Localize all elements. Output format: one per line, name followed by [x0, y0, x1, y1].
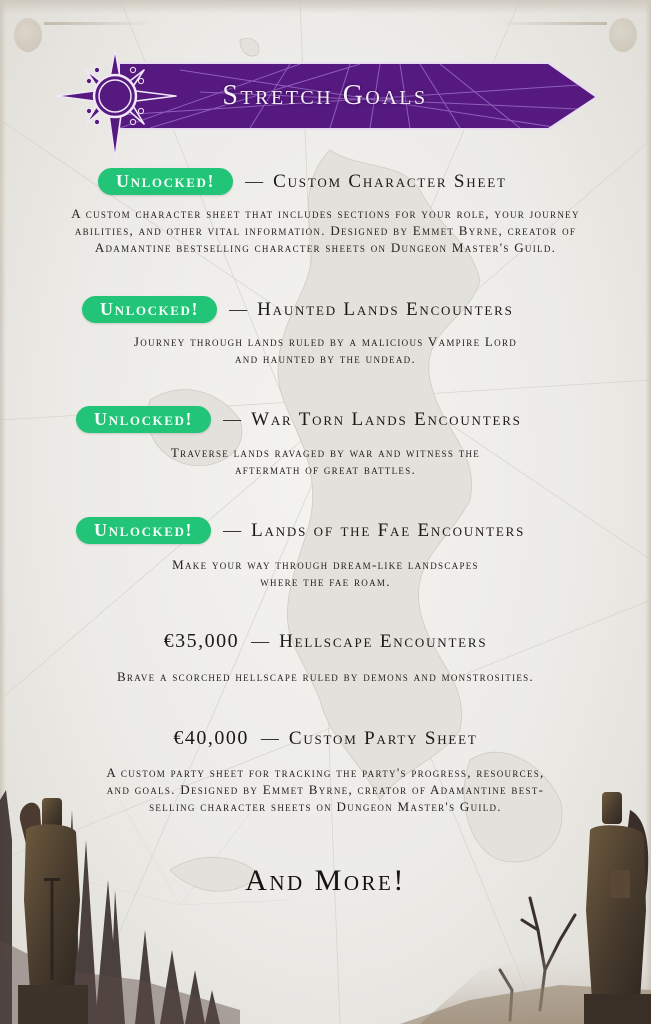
description-line: Adamantine bestselling character sheets on Dungeon Master's Guild.	[94, 240, 557, 255]
goal-header	[76, 517, 525, 544]
separator-dash: —	[251, 631, 270, 651]
left-angel-statue	[18, 798, 88, 1024]
description-line: Make your way through dream-like landscapes	[172, 557, 479, 572]
goal-title: Haunted Lands Encounters	[257, 298, 514, 320]
goal-header	[0, 727, 651, 750]
separator-dash: —	[245, 171, 264, 191]
description-line: A custom party sheet for tracking the party's progress, resources,	[106, 765, 545, 780]
goal-title: Custom Character Sheet	[273, 170, 507, 192]
goal-header	[82, 296, 514, 323]
goal-description	[0, 668, 651, 685]
unlocked-badge: Unlocked!	[82, 296, 217, 323]
goal-description	[0, 444, 651, 478]
description-line: and goals. Designed by Emmet Byrne, creator of Adamantine best-	[106, 782, 545, 797]
and-more-heading: And More!	[245, 864, 406, 897]
separator-dash: —	[229, 299, 248, 319]
compass-star-icon	[52, 48, 182, 160]
page-title: Stretch Goals	[222, 80, 428, 111]
goal-header	[0, 630, 651, 653]
goal-description	[0, 556, 651, 590]
description-line: A custom character sheet that includes sections for your role, your journey	[71, 206, 580, 221]
goal-title: War Torn Lands Encounters	[251, 408, 522, 430]
separator-dash: —	[223, 520, 242, 540]
description-line: where the fae roam.	[260, 574, 391, 589]
goal-price: €35,000	[163, 630, 240, 652]
description-line: aftermath of great battles.	[234, 462, 417, 477]
header-banner	[0, 0, 651, 170]
goal-title: Lands of the Fae Encounters	[251, 519, 526, 541]
description-line: Journey through lands ruled by a malicious Vampire Lord	[133, 334, 518, 349]
description-line: Traverse lands ravaged by war and witness the	[170, 445, 481, 460]
description-line: and haunted by the undead.	[234, 351, 417, 366]
separator-dash: —	[260, 728, 279, 748]
goal-title: Hellscape Encounters	[279, 630, 488, 652]
separator-dash: —	[223, 409, 242, 429]
unlocked-badge: Unlocked!	[76, 517, 211, 544]
goal-price: €40,000	[173, 727, 249, 749]
goal-description	[0, 333, 651, 367]
description-line: abilities, and other vital information. Designed by Emmet Byrne, creator of	[74, 223, 577, 238]
goal-description	[0, 205, 651, 256]
unlocked-badge: Unlocked!	[98, 168, 233, 195]
statue-scenery-illustration	[0, 780, 651, 1024]
goal-title: Custom Party Sheet	[288, 727, 478, 749]
goal-header	[76, 406, 522, 433]
goal-header	[98, 168, 507, 195]
unlocked-badge: Unlocked!	[76, 406, 211, 433]
description-line: Brave a scorched hellscape ruled by demons and monstrosities.	[116, 669, 535, 684]
description-line: selling character sheets on Dungeon Master's Guild.	[149, 799, 502, 814]
